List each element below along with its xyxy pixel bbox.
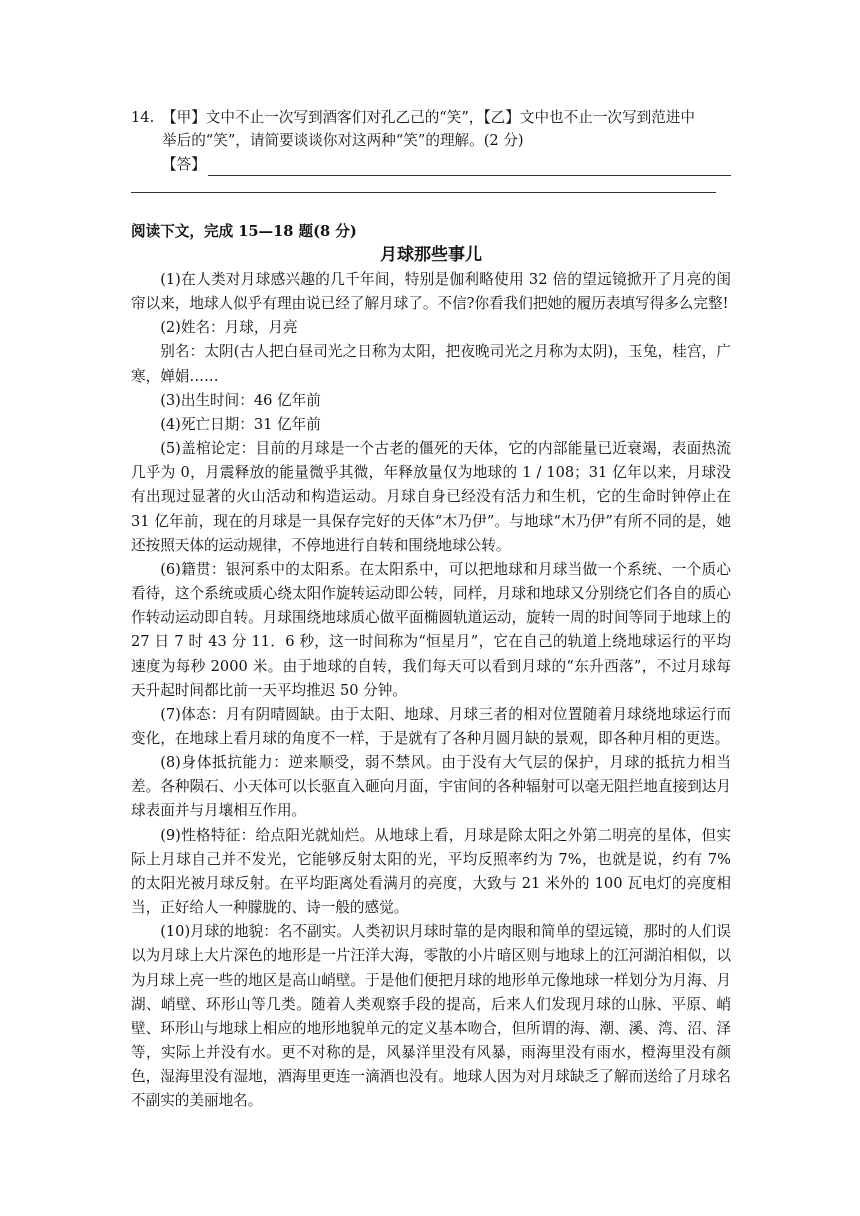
paragraph: (4)死亡日期：31 亿年前 [160,415,321,433]
paragraph: (5)盖棺论定：目前的月球是一个古老的僵死的天体，它的内部能量已近衰竭，表面热流几乎为 0，月震释放的能量微乎其微，年释放量仅为地球的 1 / 108；31 亿年以来，月球没有出现过显著的火山活动和构造运动。月球自身已经没有活力和生机，它的生命时钟停止在 31 亿年前，现在的月球是一具保存完好的天体“木乃伊”。与地球“木乃伊”有所不同的是，她还按照天体的运动规律，不停地进行自转和围绕地球公转。 [131,440,731,554]
answer-row [131,153,731,176]
paragraph: (3)出生时间：46 亿年前 [160,391,321,409]
question-text-1: 【甲】文中不止一次写到酒客们对孔乙己的“笑”，【乙】文中也不止一次写到范进中 [162,109,695,126]
paragraph: (2)姓名：月球，月亮 [160,319,298,337]
paragraph: (8)身体抵抗能力：逆来顺受，弱不禁风。由于没有大气层的保护，月球的抵抗力相当差。各种陨石、小天体可以长驱直入砸向月面，宇宙间的各种辐射可以毫无阻拦地直接到达月球表面并与月壤相互作用。 [131,754,731,820]
paragraph: (1)在人类对月球感兴趣的几千年间，特别是伽利略使用 32 倍的望远镜掀开了月亮的闺帘以来，地球人似乎有理由说已经了解月球了。不信?你看我们把她的履历表填写得多么完整! [131,271,731,313]
paragraph: (9)性格特征：给点阳光就灿烂。从地球上看，月球是除太阳之外第二明亮的星体，但实际上月球自己并不发光，它能够反射太阳的光，平均反照率约为 7%，也就是说，约有 7% 的太阳光被月球反射。在平均距离处看满月的亮度，大致与 21 米外的 100 瓦电灯的亮度相当，正好给人一种朦胧的、诗一般的感觉。 [131,826,731,917]
question-line-1 [131,106,731,129]
paragraph: (10)月球的地貌：名不副实。人类初识月球时靠的是肉眼和简单的望远镜，那时的人们误以为月球上大片深色的地形是一片汪洋大海，零散的小片暗区则与地球上的江河湖泊相似，以为月球上亮一些的地区是高山峭壁。于是他们便把月球的地形单元像地球一样划分为月海、月湖、峭壁、环形山等几类。随着人类观察手段的提高，后来人们发现月球的山脉、平原、峭壁、环形山与地球上相应的地形地貌单元的定义基本吻合，但所谓的海、潮、溪、湾、沼、泽等，实际上并没有水。更不对称的是，风暴洋里没有风暴，雨海里没有雨水，橙海里没有颜色，湿海里没有湿地，酒海里更连一滴酒也没有。地球人因为对月球缺乏了解而送给了月球名不副实的美丽地名。 [131,923,731,1110]
answer-blank-line-2[interactable] [131,178,716,193]
answer-label: 【答】 [162,156,206,173]
answer-blank-line-1[interactable] [208,159,731,176]
article-title: 月球那些事儿 [380,245,482,265]
paragraph: (7)体态：月有阴晴圆缺。由于太阳、地球、月球三者的相对位置随着月球绕地球运行而变化，在地球上看月球的角度不一样，于是就有了各种月圆月缺的景观，即各种月相的更迭。 [131,705,731,747]
question-line-2: 举后的“笑”，请简要谈谈你对这两种“笑”的理解。(2 分) [162,132,524,149]
paragraph: (6)籍贯：银河系中的太阳系。在太阳系中，可以把地球和月球当做一个系统、一个质心看待，这个系统或质心绕太阳作旋转运动即公转，同样，月球和地球又分别绕它们各自的质心作转动运动即自转。月球围绕地球质心做平面椭圆轨道运动，旋转一周的时间等同于地球上的 27 日 7 时 43 分 11．6 秒，这一时间称为“恒星月”，它在自己的轨道上绕地球运行的平均速度为每秒 2000 米。由于地球的自转，我们每天可以看到月球的“东升西落”，不过月球每天升起时间都比前一天平均推迟 50 分钟。 [131,560,731,699]
question-14 [131,106,731,193]
question-number: 14. [131,109,155,126]
article-body [131,268,731,1113]
paragraph: 别名：太阴(古人把白昼司光之日称为太阳，把夜晚司光之月称为太阴)，玉兔，桂宫，广寒，婵娟…… [131,343,731,385]
reading-instruction: 阅读下文，完成 15—18 题(8 分) [131,223,357,240]
